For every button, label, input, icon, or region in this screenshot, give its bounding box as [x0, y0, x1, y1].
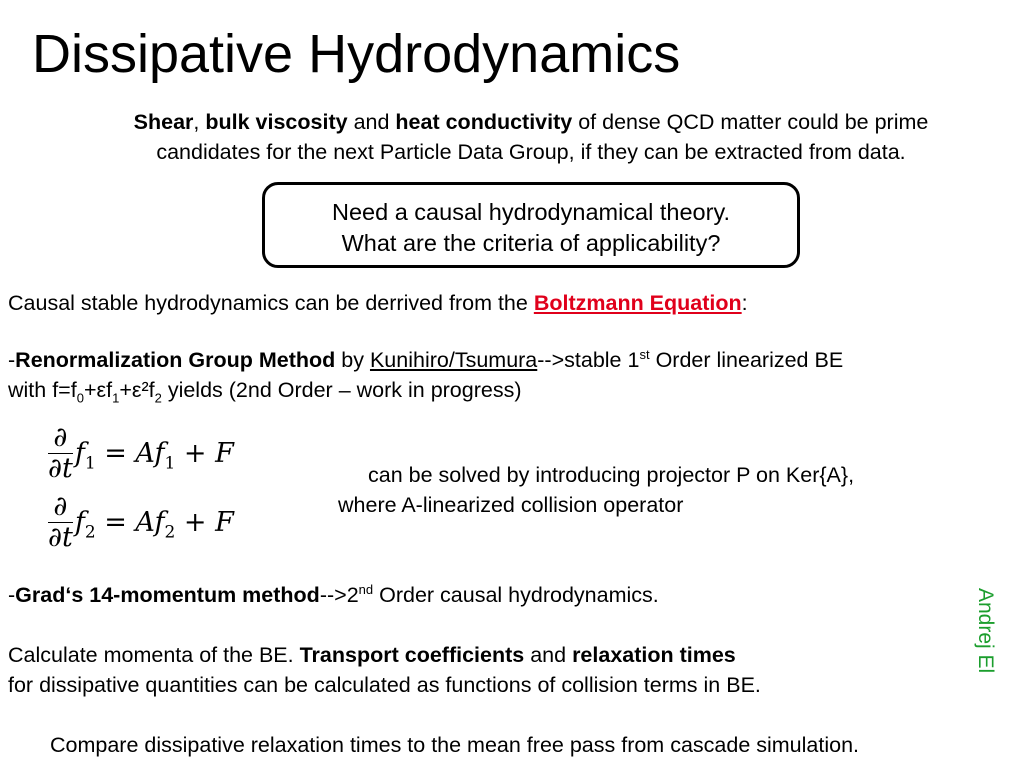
eq1-mid: = Af: [95, 438, 165, 469]
rg-sup: st: [639, 346, 650, 362]
equation-1: [48, 423, 234, 493]
eq1-partial: ∂: [48, 423, 73, 454]
rg-method: Renormalization Group Method: [15, 348, 336, 372]
causal-text: Causal stable hydrodynamics can be derrived from the: [8, 291, 528, 315]
rg-line1: [8, 345, 843, 375]
moments-line1: [8, 640, 736, 670]
rg-arrow: -->stable 1: [537, 348, 640, 372]
grad-tail: Order causal hydrodynamics.: [379, 583, 659, 607]
rg-by: by: [341, 348, 364, 372]
rg-tail: Order linearized BE: [655, 348, 844, 372]
eq1-sub: 1: [84, 453, 96, 474]
grad-sup: nd: [358, 581, 374, 597]
eq2-sub: 2: [84, 522, 96, 543]
eq1-dt: ∂t: [48, 453, 73, 484]
eq2-mid: = Af: [95, 507, 165, 538]
eq1-end: + F: [175, 438, 234, 469]
intro-shear: Shear: [133, 110, 194, 134]
eq2-f: f: [74, 507, 85, 538]
intro-rest: of dense QCD matter could be prime: [578, 110, 929, 134]
projector-line1: can be solved by introducing projector P on Ker{A},: [368, 463, 855, 487]
rg-line2-d: yields (2nd Order – work in progress): [167, 378, 522, 402]
eq2-partial: ∂: [48, 492, 73, 523]
rg-sub2: 2: [154, 390, 162, 406]
grad-arrow: -->2: [319, 583, 359, 607]
eq2-end: + F: [175, 507, 234, 538]
equation-2: [48, 492, 234, 562]
compare-line: Compare dissipative relaxation times to the mean free pass from cascade simulation.: [50, 733, 860, 757]
rg-sub1: 1: [112, 390, 120, 406]
rg-dash: -: [8, 348, 16, 372]
moments-relax: relaxation times: [572, 643, 736, 667]
rg-authors[interactable]: Kunihiro/Tsumura: [369, 348, 538, 372]
grad-dash: -: [8, 583, 16, 607]
moments-a: Calculate momenta of the BE.: [8, 643, 294, 667]
boltzmann-link[interactable]: Boltzmann Equation: [533, 291, 742, 315]
intro-paragraph: [50, 107, 1012, 167]
slide-title: Dissipative Hydrodynamics: [32, 24, 681, 84]
grad-method: Grad‘s 14-momentum method: [15, 583, 320, 607]
eq1-sub2: 1: [164, 453, 176, 474]
moments-transport: Transport coefficients: [299, 643, 525, 667]
eq2-sub2: 2: [164, 522, 176, 543]
intro-heat: heat conductivity: [395, 110, 573, 134]
intro-line2: candidates for the next Particle Data Group, if they can be extracted from data.: [156, 140, 906, 164]
rg-line2-c: +ε²f: [119, 378, 155, 402]
moments-and: and: [530, 643, 567, 667]
rg-line2-a: with f=f: [8, 378, 77, 402]
question-line2: What are the criteria of applicability?: [341, 230, 721, 256]
causal-colon: :: [741, 291, 748, 315]
question-line1: Need a causal hydrodynamical theory.: [332, 199, 730, 225]
intro-and: and: [353, 110, 390, 134]
author-name: Andrej El: [974, 588, 997, 674]
moments-line2: for dissipative quantities can be calculated as functions of collision terms in BE.: [8, 673, 761, 697]
eq2-dt: ∂t: [48, 522, 73, 553]
question-box: [262, 182, 800, 268]
eq1-f: f: [74, 438, 85, 469]
equation-1-derivative: [48, 423, 73, 484]
grad-line: [8, 580, 659, 610]
rg-line2: [8, 375, 522, 405]
causal-line: [8, 288, 748, 318]
intro-comma: ,: [193, 110, 200, 134]
projector-line2: where A-linearized collision operator: [338, 493, 684, 517]
rg-line2-b: +εf: [83, 378, 113, 402]
rg-sub0: 0: [76, 390, 84, 406]
intro-bulk: bulk viscosity: [205, 110, 348, 134]
equation-2-derivative: [48, 492, 73, 553]
